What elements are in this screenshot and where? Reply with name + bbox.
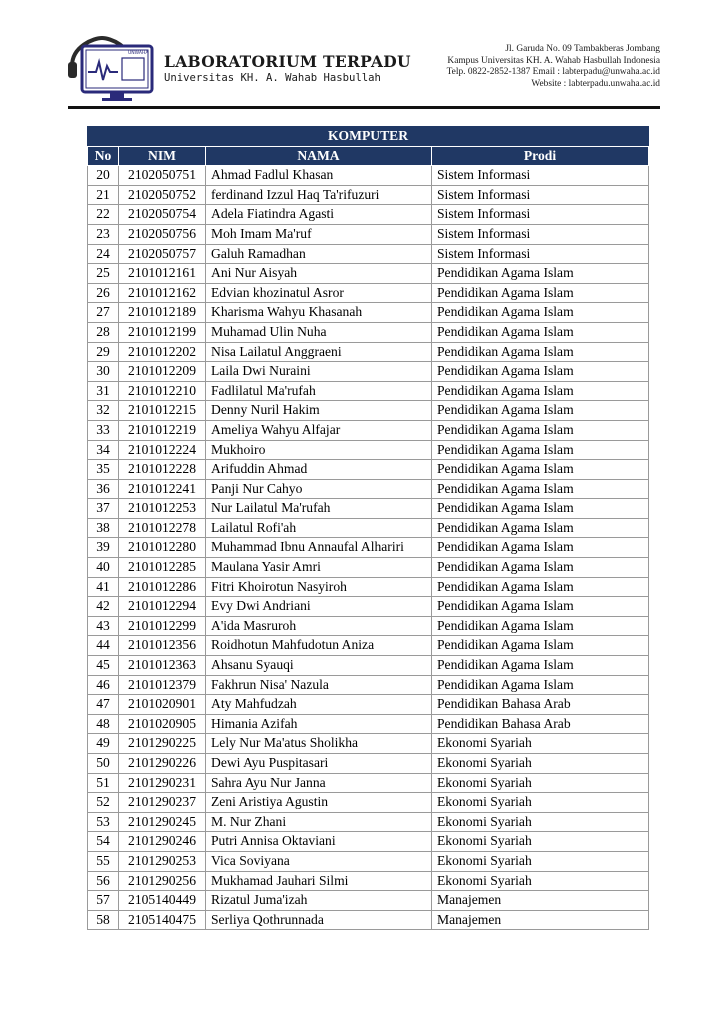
prodi-cell: Pendidikan Agama Islam bbox=[432, 518, 649, 538]
campus-line: Kampus Universitas KH. A. Wahab Hasbullah Indonesia bbox=[447, 55, 660, 66]
nim-cell: 2101012379 bbox=[119, 675, 206, 695]
prodi-cell: Pendidikan Agama Islam bbox=[432, 616, 649, 636]
nim-cell: 2101290253 bbox=[119, 851, 206, 871]
column-header-nim: NIM bbox=[119, 146, 206, 166]
row-number: 32 bbox=[88, 401, 119, 421]
nim-cell: 2101012219 bbox=[119, 420, 206, 440]
table-row bbox=[88, 460, 649, 480]
table-row bbox=[88, 381, 649, 401]
prodi-cell: Pendidikan Agama Islam bbox=[432, 264, 649, 284]
prodi-cell: Manajemen bbox=[432, 891, 649, 911]
nim-cell: 2101290231 bbox=[119, 773, 206, 793]
table-row bbox=[88, 322, 649, 342]
table-row bbox=[88, 558, 649, 578]
row-number: 24 bbox=[88, 244, 119, 264]
row-number: 44 bbox=[88, 636, 119, 656]
name-cell: Putri Annisa Oktaviani bbox=[206, 832, 432, 852]
row-number: 58 bbox=[88, 910, 119, 930]
prodi-cell: Ekonomi Syariah bbox=[432, 734, 649, 754]
nim-cell: 2101012294 bbox=[119, 597, 206, 617]
name-cell: Panji Nur Cahyo bbox=[206, 479, 432, 499]
prodi-cell: Pendidikan Agama Islam bbox=[432, 558, 649, 578]
nim-cell: 2101012189 bbox=[119, 303, 206, 323]
table-row bbox=[88, 714, 649, 734]
row-number: 52 bbox=[88, 793, 119, 813]
table-row bbox=[88, 851, 649, 871]
prodi-cell: Manajemen bbox=[432, 910, 649, 930]
table-row bbox=[88, 636, 649, 656]
nim-cell: 2101290226 bbox=[119, 754, 206, 774]
phone-email-line: Telp. 0822-2852-1387 Email : labterpadu@unwaha.ac.id bbox=[446, 67, 660, 78]
row-number: 56 bbox=[88, 871, 119, 891]
prodi-cell: Pendidikan Agama Islam bbox=[432, 479, 649, 499]
table-row bbox=[88, 871, 649, 891]
name-cell: Himania Azifah bbox=[206, 714, 432, 734]
name-cell: Ahsanu Syauqi bbox=[206, 656, 432, 676]
row-number: 55 bbox=[88, 851, 119, 871]
name-cell: Rizatul Juma'izah bbox=[206, 891, 432, 911]
table-row bbox=[88, 773, 649, 793]
prodi-cell: Ekonomi Syariah bbox=[432, 793, 649, 813]
website-line: Website : labterpadu.unwaha.ac.id bbox=[531, 78, 660, 89]
row-number: 57 bbox=[88, 891, 119, 911]
table-row bbox=[88, 283, 649, 303]
table-body bbox=[88, 166, 649, 930]
name-cell: Kharisma Wahyu Khasanah bbox=[206, 303, 432, 323]
nim-cell: 2101020901 bbox=[119, 695, 206, 715]
row-number: 51 bbox=[88, 773, 119, 793]
table-row bbox=[88, 499, 649, 519]
table-row bbox=[88, 420, 649, 440]
name-cell: Dewi Ayu Puspitasari bbox=[206, 754, 432, 774]
name-cell: Galuh Ramadhan bbox=[206, 244, 432, 264]
nim-cell: 2101012253 bbox=[119, 499, 206, 519]
university-name: Universitas KH. A. Wahab Hasbullah bbox=[164, 72, 381, 84]
nim-cell: 2102050754 bbox=[119, 205, 206, 225]
nim-cell: 2101012285 bbox=[119, 558, 206, 578]
column-header-prodi: Prodi bbox=[432, 146, 649, 166]
prodi-cell: Sistem Informasi bbox=[432, 224, 649, 244]
row-number: 34 bbox=[88, 440, 119, 460]
nim-cell: 2101012215 bbox=[119, 401, 206, 421]
table-row bbox=[88, 342, 649, 362]
prodi-cell: Pendidikan Agama Islam bbox=[432, 597, 649, 617]
prodi-cell: Pendidikan Agama Islam bbox=[432, 460, 649, 480]
name-cell: Nisa Lailatul Anggraeni bbox=[206, 342, 432, 362]
row-number: 45 bbox=[88, 656, 119, 676]
name-cell: Moh Imam Ma'ruf bbox=[206, 224, 432, 244]
nim-cell: 2102050751 bbox=[119, 166, 206, 186]
name-cell: Muhammad Ibnu Annaufal Alhariri bbox=[206, 538, 432, 558]
name-cell: Roidhotun Mahfudotun Aniza bbox=[206, 636, 432, 656]
nim-cell: 2101012363 bbox=[119, 656, 206, 676]
row-number: 29 bbox=[88, 342, 119, 362]
name-cell: Adela Fiatindra Agasti bbox=[206, 205, 432, 225]
table-row bbox=[88, 362, 649, 382]
prodi-cell: Pendidikan Bahasa Arab bbox=[432, 714, 649, 734]
nim-cell: 2102050752 bbox=[119, 185, 206, 205]
name-cell: Sahra Ayu Nur Janna bbox=[206, 773, 432, 793]
table-row bbox=[88, 832, 649, 852]
prodi-cell: Pendidikan Agama Islam bbox=[432, 499, 649, 519]
row-number: 20 bbox=[88, 166, 119, 186]
table-row bbox=[88, 910, 649, 930]
name-cell: Mukhoiro bbox=[206, 440, 432, 460]
name-cell: Ameliya Wahyu Alfajar bbox=[206, 420, 432, 440]
name-cell: Fakhrun Nisa' Nazula bbox=[206, 675, 432, 695]
name-cell: Arifuddin Ahmad bbox=[206, 460, 432, 480]
name-cell: Fadlilatul Ma'rufah bbox=[206, 381, 432, 401]
nim-cell: 2101012162 bbox=[119, 283, 206, 303]
name-cell: Zeni Aristiya Agustin bbox=[206, 793, 432, 813]
row-number: 47 bbox=[88, 695, 119, 715]
table-row bbox=[88, 656, 649, 676]
table-row bbox=[88, 518, 649, 538]
row-number: 37 bbox=[88, 499, 119, 519]
name-cell: Mukhamad Jauhari Silmi bbox=[206, 871, 432, 891]
name-cell: Muhamad Ulin Nuha bbox=[206, 322, 432, 342]
prodi-cell: Pendidikan Bahasa Arab bbox=[432, 695, 649, 715]
nim-cell: 2102050757 bbox=[119, 244, 206, 264]
nim-cell: 2101012202 bbox=[119, 342, 206, 362]
name-cell: ferdinand Izzul Haq Ta'rifuzuri bbox=[206, 185, 432, 205]
prodi-cell: Ekonomi Syariah bbox=[432, 773, 649, 793]
nim-cell: 2101012286 bbox=[119, 577, 206, 597]
name-cell: Lailatul Rofi'ah bbox=[206, 518, 432, 538]
row-number: 30 bbox=[88, 362, 119, 382]
name-cell: Ahmad Fadlul Khasan bbox=[206, 166, 432, 186]
row-number: 22 bbox=[88, 205, 119, 225]
name-cell: Denny Nuril Hakim bbox=[206, 401, 432, 421]
table-row bbox=[88, 440, 649, 460]
nim-cell: 2101012228 bbox=[119, 460, 206, 480]
prodi-cell: Pendidikan Agama Islam bbox=[432, 420, 649, 440]
row-number: 21 bbox=[88, 185, 119, 205]
table-title: KOMPUTER bbox=[88, 127, 649, 147]
name-cell: Nur Lailatul Ma'rufah bbox=[206, 499, 432, 519]
prodi-cell: Ekonomi Syariah bbox=[432, 832, 649, 852]
row-number: 38 bbox=[88, 518, 119, 538]
row-number: 42 bbox=[88, 597, 119, 617]
header-divider bbox=[68, 106, 660, 109]
prodi-cell: Pendidikan Agama Islam bbox=[432, 636, 649, 656]
nim-cell: 2102050756 bbox=[119, 224, 206, 244]
row-number: 35 bbox=[88, 460, 119, 480]
nim-cell: 2101012161 bbox=[119, 264, 206, 284]
table-row bbox=[88, 185, 649, 205]
prodi-cell: Ekonomi Syariah bbox=[432, 812, 649, 832]
table-row bbox=[88, 479, 649, 499]
row-number: 41 bbox=[88, 577, 119, 597]
row-number: 27 bbox=[88, 303, 119, 323]
nim-cell: 2101012356 bbox=[119, 636, 206, 656]
row-number: 50 bbox=[88, 754, 119, 774]
student-table bbox=[87, 126, 649, 930]
table-row bbox=[88, 205, 649, 225]
nim-cell: 2101012278 bbox=[119, 518, 206, 538]
nim-cell: 2101290256 bbox=[119, 871, 206, 891]
table-row bbox=[88, 597, 649, 617]
lab-name: LABORATORIUM TERPADU bbox=[164, 52, 411, 71]
table-row bbox=[88, 224, 649, 244]
nim-cell: 2101012241 bbox=[119, 479, 206, 499]
prodi-cell: Pendidikan Agama Islam bbox=[432, 362, 649, 382]
table-row bbox=[88, 244, 649, 264]
row-number: 46 bbox=[88, 675, 119, 695]
name-cell: Serliya Qothrunnada bbox=[206, 910, 432, 930]
table-row bbox=[88, 264, 649, 284]
nim-cell: 2101012299 bbox=[119, 616, 206, 636]
row-number: 36 bbox=[88, 479, 119, 499]
name-cell: Ani Nur Aisyah bbox=[206, 264, 432, 284]
prodi-cell: Pendidikan Agama Islam bbox=[432, 675, 649, 695]
prodi-cell: Pendidikan Agama Islam bbox=[432, 577, 649, 597]
table-row bbox=[88, 401, 649, 421]
prodi-cell: Ekonomi Syariah bbox=[432, 871, 649, 891]
nim-cell: 2101290225 bbox=[119, 734, 206, 754]
prodi-cell: Sistem Informasi bbox=[432, 166, 649, 186]
prodi-cell: Pendidikan Agama Islam bbox=[432, 538, 649, 558]
row-number: 25 bbox=[88, 264, 119, 284]
nim-cell: 2105140449 bbox=[119, 891, 206, 911]
table-row bbox=[88, 675, 649, 695]
name-cell: Lely Nur Ma'atus Sholikha bbox=[206, 734, 432, 754]
table-row bbox=[88, 793, 649, 813]
row-number: 43 bbox=[88, 616, 119, 636]
prodi-cell: Ekonomi Syariah bbox=[432, 754, 649, 774]
name-cell: Laila Dwi Nuraini bbox=[206, 362, 432, 382]
prodi-cell: Ekonomi Syariah bbox=[432, 851, 649, 871]
prodi-cell: Sistem Informasi bbox=[432, 185, 649, 205]
nim-cell: 2101020905 bbox=[119, 714, 206, 734]
prodi-cell: Pendidikan Agama Islam bbox=[432, 440, 649, 460]
row-number: 28 bbox=[88, 322, 119, 342]
name-cell: Evy Dwi Andriani bbox=[206, 597, 432, 617]
row-number: 53 bbox=[88, 812, 119, 832]
lab-logo-icon bbox=[66, 36, 156, 102]
column-header-nama: NAMA bbox=[206, 146, 432, 166]
table-row bbox=[88, 303, 649, 323]
row-number: 40 bbox=[88, 558, 119, 578]
name-cell: Maulana Yasir Amri bbox=[206, 558, 432, 578]
name-cell: Edvian khozinatul Asror bbox=[206, 283, 432, 303]
table-row bbox=[88, 754, 649, 774]
name-cell: Aty Mahfudzah bbox=[206, 695, 432, 715]
row-number: 54 bbox=[88, 832, 119, 852]
prodi-cell: Sistem Informasi bbox=[432, 205, 649, 225]
nim-cell: 2101012224 bbox=[119, 440, 206, 460]
prodi-cell: Sistem Informasi bbox=[432, 244, 649, 264]
prodi-cell: Pendidikan Agama Islam bbox=[432, 283, 649, 303]
letterhead bbox=[0, 0, 724, 110]
row-number: 49 bbox=[88, 734, 119, 754]
nim-cell: 2101012210 bbox=[119, 381, 206, 401]
name-cell: Fitri Khoirotun Nasyiroh bbox=[206, 577, 432, 597]
table-row bbox=[88, 891, 649, 911]
name-cell: M. Nur Zhani bbox=[206, 812, 432, 832]
row-number: 33 bbox=[88, 420, 119, 440]
prodi-cell: Pendidikan Agama Islam bbox=[432, 342, 649, 362]
prodi-cell: Pendidikan Agama Islam bbox=[432, 303, 649, 323]
name-cell: Vica Soviyana bbox=[206, 851, 432, 871]
address-line: Jl. Garuda No. 09 Tambakberas Jombang bbox=[505, 44, 660, 54]
table-row bbox=[88, 577, 649, 597]
row-number: 48 bbox=[88, 714, 119, 734]
row-number: 39 bbox=[88, 538, 119, 558]
name-cell: A'ida Masruroh bbox=[206, 616, 432, 636]
table-row bbox=[88, 616, 649, 636]
prodi-cell: Pendidikan Agama Islam bbox=[432, 381, 649, 401]
table-row bbox=[88, 734, 649, 754]
nim-cell: 2101290237 bbox=[119, 793, 206, 813]
table-row bbox=[88, 695, 649, 715]
row-number: 23 bbox=[88, 224, 119, 244]
contact-block bbox=[447, 44, 660, 90]
nim-cell: 2101290246 bbox=[119, 832, 206, 852]
table-row bbox=[88, 812, 649, 832]
row-number: 31 bbox=[88, 381, 119, 401]
column-header-no: No bbox=[88, 146, 119, 166]
nim-cell: 2101012199 bbox=[119, 322, 206, 342]
prodi-cell: Pendidikan Agama Islam bbox=[432, 322, 649, 342]
nim-cell: 2101012209 bbox=[119, 362, 206, 382]
nim-cell: 2101290245 bbox=[119, 812, 206, 832]
svg-text:UNWAHA: UNWAHA bbox=[128, 51, 149, 56]
row-number: 26 bbox=[88, 283, 119, 303]
nim-cell: 2105140475 bbox=[119, 910, 206, 930]
prodi-cell: Pendidikan Agama Islam bbox=[432, 656, 649, 676]
nim-cell: 2101012280 bbox=[119, 538, 206, 558]
table-row bbox=[88, 538, 649, 558]
table-row bbox=[88, 166, 649, 186]
prodi-cell: Pendidikan Agama Islam bbox=[432, 401, 649, 421]
